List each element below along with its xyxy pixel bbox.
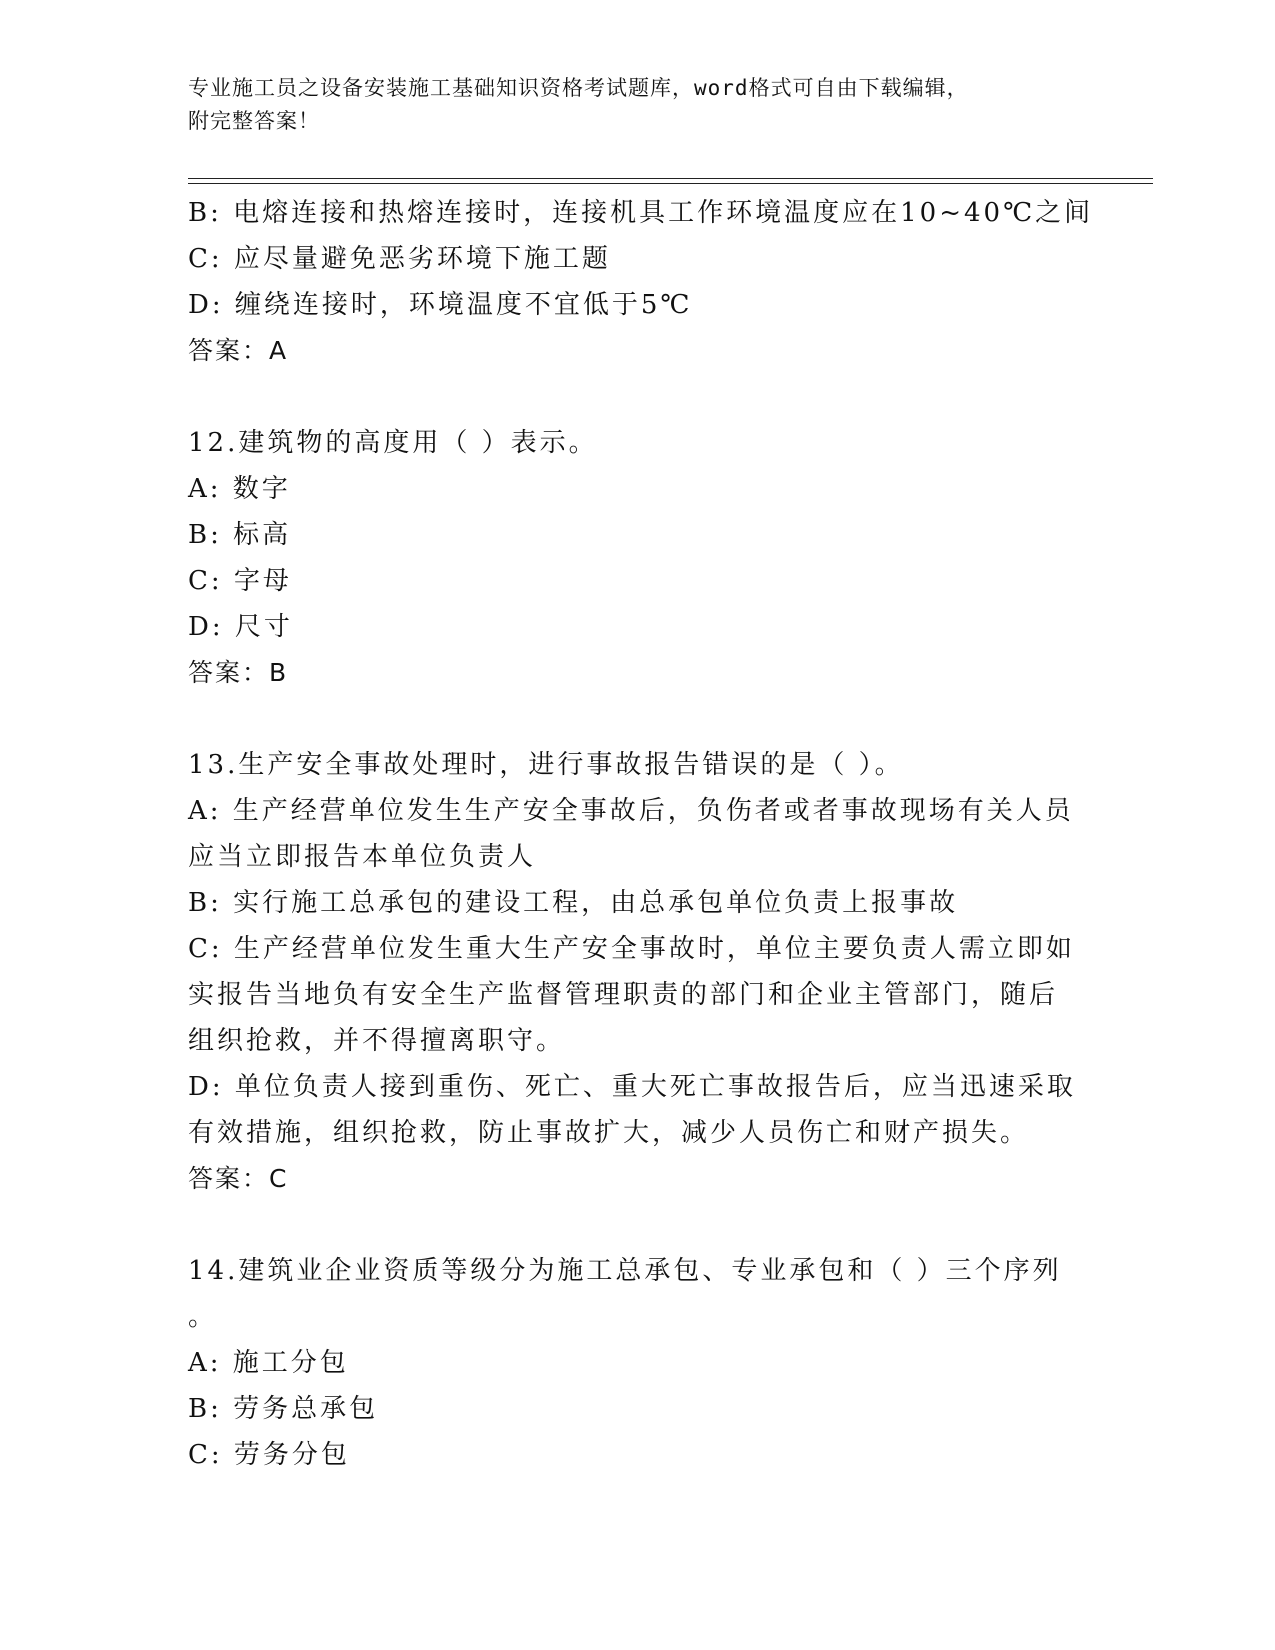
spacer <box>188 374 1068 420</box>
option-d: D: 缠绕连接时，环境温度不宜低于5℃ <box>188 290 693 320</box>
option-c: C: 应尽量避免恶劣环境下施工题 <box>188 244 611 274</box>
question-text-line-1: 14.建筑业企业资质等级分为施工总承包、专业承包和（ ）三个序列 <box>188 1256 1062 1286</box>
document-header <box>188 72 1068 138</box>
question-content <box>188 190 1094 1478</box>
option-b: B: 标高 <box>188 520 292 550</box>
question-11-continued <box>188 190 1094 374</box>
answer-label: 答案：A <box>188 336 289 365</box>
option-d: D: 尺寸 <box>188 612 293 642</box>
option-a: A: 施工分包 <box>188 1348 349 1378</box>
option-c: C: 字母 <box>188 566 292 596</box>
header-line-1: 专业施工员之设备安装施工基础知识资格考试题库，word格式可自由下载编辑， <box>188 76 969 100</box>
question-text: 13.生产安全事故处理时，进行事故报告错误的是（ ）。 <box>188 750 904 780</box>
option-d-line-1: D: 单位负责人接到重伤、死亡、重大死亡事故报告后，应当迅速采取 <box>188 1072 1076 1102</box>
option-c-line-2: 实报告当地负有安全生产监督管理职责的部门和企业主管部门，随后 <box>188 980 1059 1010</box>
option-c-line-1: C: 生产经营单位发生重大生产安全事故时，单位主要负责人需立即如 <box>188 934 1075 964</box>
question-12 <box>188 420 1068 696</box>
question-14 <box>188 1248 1068 1478</box>
question-text: 12.建筑物的高度用（ ）表示。 <box>188 428 598 458</box>
answer-label: 答案：B <box>188 658 289 687</box>
option-c: C: 劳务分包 <box>188 1440 350 1470</box>
option-a: A: 数字 <box>188 474 291 504</box>
question-13 <box>188 742 1076 1202</box>
header-line-2: 附完整答案！ <box>188 109 320 133</box>
option-a-line-2: 应当立即报告本单位负责人 <box>188 842 537 872</box>
spacer <box>188 1202 1068 1248</box>
option-a-line-1: A: 生产经营单位发生生产安全事故后，负伤者或者事故现场有关人员 <box>188 796 1074 826</box>
header-divider-bottom <box>188 183 1153 184</box>
header-divider-top <box>188 178 1153 179</box>
spacer <box>188 696 1068 742</box>
option-d-line-2: 有效措施，组织抢救，防止事故扩大，减少人员伤亡和财产损失。 <box>188 1118 1030 1148</box>
option-b: B: 实行施工总承包的建设工程，由总承包单位负责上报事故 <box>188 888 959 918</box>
option-b: B: 劳务总承包 <box>188 1394 379 1424</box>
option-b: B: 电熔连接和热熔连接时，连接机具工作环境温度应在10~40℃之间 <box>188 198 1094 228</box>
answer-label: 答案：C <box>188 1164 289 1193</box>
question-text-line-2: 。 <box>188 1302 218 1332</box>
option-c-line-3: 组织抢救，并不得擅离职守。 <box>188 1026 566 1056</box>
